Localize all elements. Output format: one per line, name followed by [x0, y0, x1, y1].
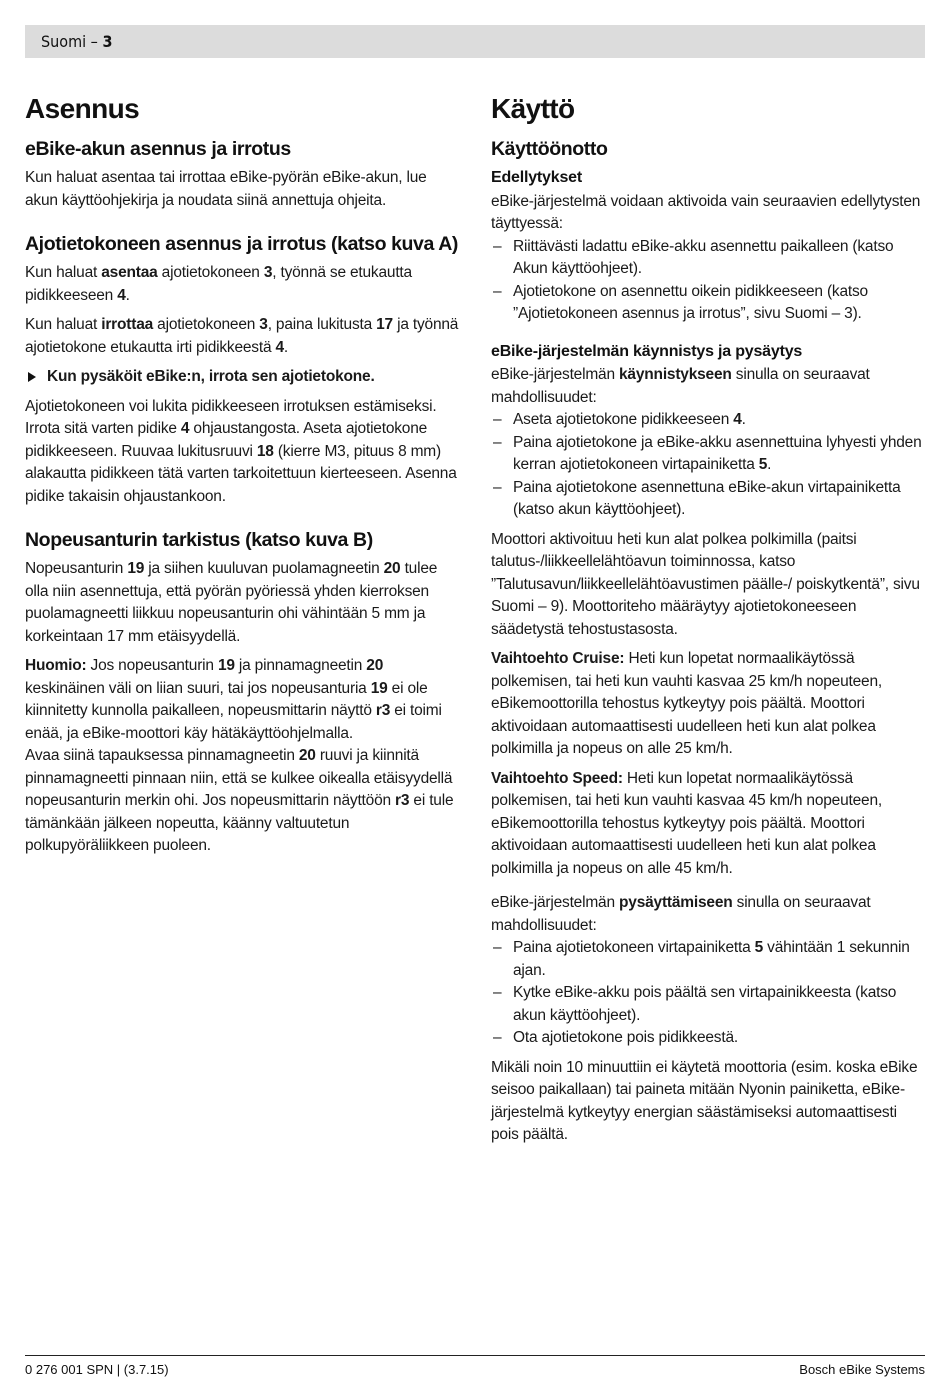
- startup-heading: Käyttöönotto: [491, 138, 608, 160]
- header-label: Suomi – 3: [41, 32, 113, 51]
- page-number: 3: [102, 32, 113, 51]
- start-intro: eBike-järjestelmän käynnistykseen sinulla on seuraavat mahdollisuudet:: [491, 366, 870, 406]
- stop-intro: eBike-järjestelmän pysäyttämiseen sinulla on seuraavat mahdollisuudet:: [491, 894, 871, 934]
- sensor-text: Nopeusanturin 19 ja siihen kuuluvan puolamagneetin 20 tulee olla niin asennettuja, että pyörän pyöriessä yhden kierroksen puolamagneetti liikkuu nopeusanturin ohi vähintään 5 mm ja korkeintaan 17 mm etäisyydellä.: [25, 560, 438, 645]
- idle-text: Mikäli noin 10 minuuttiin ei käytetä moottoria (esim. koska eBike seisoo paikallaan) tai paineta mitään Nyonin painiketta, eBike-järjestelmä kytkeytyy energian säästämiseksi automaattisesti pois päältä.: [491, 1058, 918, 1143]
- computer-remove-text: Kun haluat irrottaa ajotietokoneen 3, paina lukitusta 17 ja työnnä ajotietokone etukautta irti pidikkeestä 4.: [25, 316, 459, 356]
- motor-text: Moottori aktivoituu heti kun alat polkea polkimilla (paitsi talutus-/liikkeellelähtöavun toiminnossa, katso ”Talutusavun/liikkeellelähtöavustimen päälle-/ poiskytkentä”, sivu Suomi – 9). Moottoriteho määräytyy ajotietokoneeseen säädetystä tehostustasosta.: [491, 530, 920, 638]
- start-options-list: [491, 409, 925, 522]
- list-item: – Aseta ajotietokone pidikkeeseen 4.: [493, 411, 746, 428]
- sensor-heading: Nopeusanturin tarkistus (katso kuva B): [25, 529, 373, 551]
- list-item: – Ota ajotietokone pois pidikkeestä.: [493, 1029, 738, 1046]
- list-item: – Paina ajotietokone ja eBike-akku asennettuina lyhyesti yhden kerran ajotietokoneen virtapainiketta 5.: [493, 433, 922, 473]
- list-item: – Ajotietokone on asennettu oikein pidikkeeseen (katso ”Ajotietokoneen asennus ja irrotus”, sivu Suomi – 3).: [493, 282, 868, 322]
- computer-heading: Ajotietokoneen asennus ja irrotus (katso kuva A): [25, 233, 459, 255]
- list-item: – Paina ajotietokoneen virtapainiketta 5 vähintään 1 sekunnin ajan.: [493, 939, 910, 979]
- battery-heading: eBike-akun asennus ja irrotus: [25, 138, 291, 160]
- page-header: [25, 25, 925, 58]
- warning-triangle-icon: [28, 372, 36, 382]
- footer-doc-code: 0 276 001 SPN | (3.7.15): [25, 1362, 169, 1377]
- list-item: – Riittävästi ladattu eBike-akku asennettu paikalleen (katso Akun käyttöohjeet).: [493, 237, 894, 277]
- computer-lock-text: Ajotietokoneen voi lukita pidikkeeseen irrotuksen estämiseksi. Irrota sitä varten pidike 4 ohjaustangosta. Aseta ajotietokone pidikkeeseen. Ruuvaa lukitusruuvi 18 (kierre M3, pituus 8 mm) alakautta pidikkeen tätä varten tarkoitettuun kierteeseen. Asenna pidike takaisin ohjaustankoon.: [25, 397, 457, 505]
- onoff-subheading: eBike-järjestelmän käynnistys ja pysäytys: [491, 342, 803, 360]
- computer-install-text: Kun haluat asentaa ajotietokoneen 3, työnnä se etukautta pidikkeeseen 4.: [25, 264, 412, 304]
- list-item: – Paina ajotietokone asennettuna eBike-akun virtapainiketta (katso akun käyttöohjeet).: [493, 478, 901, 518]
- speed-text: Vaihtoehto Speed: Heti kun lopetat normaalikäytössä polkemisen, tai heti kun vauhti kasvaa 45 km/h nopeuteen, eBikemoottorilla tehostus kytkeytyy pois päältä. Moottori aktivoidaan automaattisesti uudelleen heti kun alat polkea polkimilla ja nopeus on alle 45 km/h.: [491, 769, 882, 877]
- prereq-subheading: Edellytykset: [491, 169, 582, 186]
- battery-text: Kun haluat asentaa tai irrottaa eBike-pyörän eBike-akun, lue akun käyttöohjekirja ja noudata siinä annettuja ohjeita.: [25, 169, 427, 209]
- list-item: – Kytke eBike-akku pois päältä sen virtapainikkeesta (katso akun käyttöohjeet).: [493, 984, 897, 1024]
- prereq-text: eBike-järjestelmä voidaan aktivoida vain seuraavien edellytysten täyttyessä:: [491, 192, 921, 232]
- sensor-note: Huomio: Jos nopeusanturin 19 ja pinnamagneetin 20 keskinäinen väli on liian suuri, tai jos nopeusanturia 19 ei ole kiinnitetty kunnolla paikalleen, nopeusmittarin näyttö r3 ei toimi enää, ja eBike-moottori käy hätäkäyttöohjelmalla.: [25, 657, 442, 742]
- sensor-fix-text: Avaa siinä tapauksessa pinnamagneetin 20 ruuvi ja kiinnitä pinnamagneetti pinnaan niin, että se kulkee oikealla etäisyydellä nopeusanturin merkin ohi. Jos nopeusmittarin näyttöön r3 ei tule tämänkään jälkeen nopeutta, käänny valtuutetun polkupyöräliikkeen puoleen.: [25, 747, 454, 854]
- prereq-list: [491, 236, 925, 326]
- stop-options-list: [491, 937, 925, 1050]
- right-column: [491, 92, 925, 1154]
- cruise-text: Vaihtoehto Cruise: Heti kun lopetat normaalikäytössä polkemisen, tai heti kun vauhti kasvaa 25 km/h nopeuteen, eBikemoottorilla tehostus kytkeytyy pois päältä. Moottori aktivoidaan automaattisesti uudelleen heti kun alat polkea polkimilla ja nopeus on alle 25 km/h.: [491, 650, 882, 757]
- footer-divider: [25, 1355, 925, 1356]
- footer-brand: Bosch eBike Systems: [799, 1362, 925, 1377]
- section-title-asennus: Asennus: [25, 93, 140, 124]
- left-column: [25, 92, 459, 865]
- section-title-kaytto: Käyttö: [491, 93, 575, 124]
- warning-note: Kun pysäköit eBike:n, irrota sen ajotietokone.: [25, 366, 459, 389]
